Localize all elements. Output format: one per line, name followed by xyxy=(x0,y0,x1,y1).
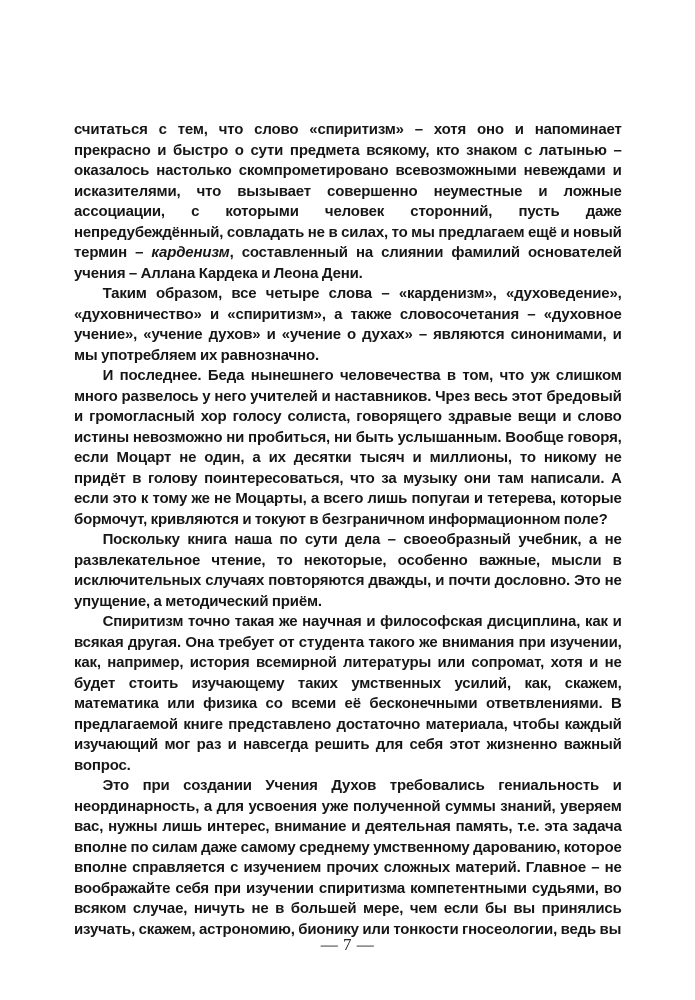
paragraph-6: Это при создании Учения Духов требовались гениальность и неординарность, а для усвоения уже полученной суммы знаний, уверяем вас, нужны лишь интерес, внимание и деятельная память, т.е. эта задача вполне по силам даже самому среднему умственному дарованию, которое вполне справляется с изучением прочих сложных материй. Главное – не воображайте себя при изучении спиритизма компетентными судьями, во всяком случае, ничуть не в большей мере, чем если бы вы принялись изучать, скажем, астрономию, бионику или тонкости гносеологии, ведь вы xyxy=(74,777,622,938)
body-text xyxy=(74,120,622,940)
paragraph-1-text-a: считаться с тем, что слово «спиритизм» – хотя оно и напоминает прекрасно и быстро о сути предмета всякому, кто знаком с латынью – оказалось настолько скомпрометировано всевозможными невеждами и исказителями, что вызывает совершенно неуместные и ложные ассоциации, с которыми человек сторонний, пусть даже непредубеждённый, совладать не в силах, то мы предлагаем ещё и новый термин – xyxy=(74,121,622,261)
paragraph-1 xyxy=(74,120,622,284)
paragraph-5: Спиритизм точно такая же научная и философская дисциплина, как и всякая другая. Она требует от студента такого же внимания при изучении, как, например, история всемирной литературы или сопромат, хотя и не будет стоить изучающему таких умственных усилий, как, скажем, математика или физика со всеми её бесконечными ответвлениями. В предлагаемой книге представлено достаточно материала, чтобы каждый изучающий мог раз и навсегда решить для себя этот жизненно важный вопрос. xyxy=(74,613,622,774)
paragraph-4: Поскольку книга наша по сути дела – своеобразный учебник, а не развлекательное чтение, то некоторые, особенно важные, мысли в исключительных случаях повторяются дважды, и почти дословно. Это не упущение, а методический приём. xyxy=(74,531,622,610)
page-number: — 7 — xyxy=(320,935,375,954)
paragraph-1-text-b: , составленный на слиянии фамилий основателей учения – Аллана Кардека и Леона Дени. xyxy=(74,244,622,282)
paragraph-3: И последнее. Беда нынешнего человечества в том, что уж слишком много развелось у него учителей и наставников. Чрез весь этот бредовый и громогласный хор голосу солиста, говорящего здравые вещи и слово истины невозможно ни пробиться, ни быть услышанным. Вообще говоря, если Моцарт не один, а их десятки тысяч и миллионы, то никому не придёт в голову поинтересоваться, что за музыку они там написали. А если это к тому же не Моцарты, а всего лишь попугаи и тетерева, которые бормочут, кривляются и токуют в безграничном информационном поле? xyxy=(74,367,622,528)
term-kardenizm: карденизм xyxy=(151,244,230,261)
paragraph-2: Таким образом, все четыре слова – «карденизм», «духоведение», «духовничество» и «спиритизм», а также словосочетания – «духовное учение», «учение духов» и «учение о духах» – являются синонимами, и мы употребляем их равнозначно. xyxy=(74,285,622,364)
